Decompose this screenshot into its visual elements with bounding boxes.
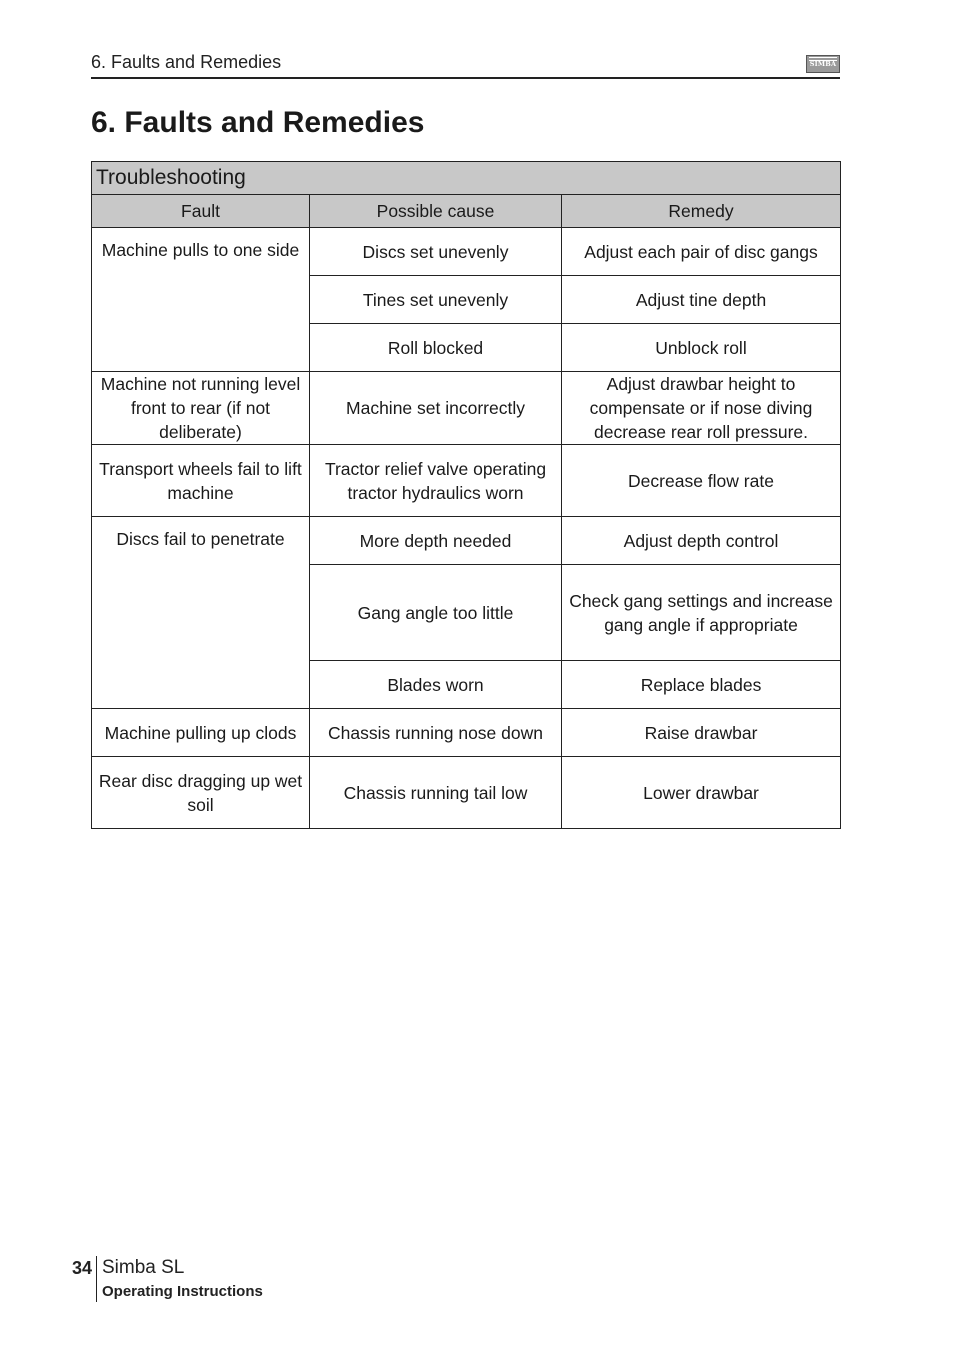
remedy-cell: Lower drawbar	[562, 757, 841, 829]
remedy-cell: Unblock roll	[562, 324, 841, 372]
cause-cell: Chassis running nose down	[310, 709, 562, 757]
document-type: Operating Instructions	[102, 1283, 263, 1300]
footer-divider	[96, 1256, 97, 1302]
remedy-cell: Decrease flow rate	[562, 445, 841, 517]
remedy-cell: Replace blades	[562, 661, 841, 709]
table-row	[92, 757, 841, 829]
cause-cell: Machine set incorrectly	[310, 372, 562, 445]
cause-cell: Gang angle too little	[310, 565, 562, 661]
simba-logo	[806, 55, 840, 73]
fault-cell: Machine not running level front to rear (if not deliberate)	[92, 372, 310, 445]
fault-cell: Discs fail to penetrate	[92, 517, 310, 709]
page-number: 34	[71, 1258, 92, 1278]
remedy-cell: Adjust drawbar height to compensate or if nose diving decrease rear roll pressure.	[562, 372, 841, 445]
fault-cell: Transport wheels fail to lift machine	[92, 445, 310, 517]
cause-cell: Discs set unevenly	[310, 228, 562, 276]
fault-cell: Rear disc dragging up wet soil	[92, 757, 310, 829]
cause-cell: Tines set unevenly	[310, 276, 562, 324]
table-row	[92, 709, 841, 757]
table-caption: Troubleshooting	[92, 162, 841, 195]
remedy-cell: Adjust each pair of disc gangs	[562, 228, 841, 276]
header-possible-cause: Possible cause	[310, 195, 562, 228]
cause-cell: More depth needed	[310, 517, 562, 565]
troubleshooting-table	[91, 161, 841, 829]
page-title: 6. Faults and Remedies	[91, 106, 425, 139]
cause-cell: Tractor relief valve operating tractor hydraulics worn	[310, 445, 562, 517]
remedy-cell: Adjust tine depth	[562, 276, 841, 324]
remedy-cell: Raise drawbar	[562, 709, 841, 757]
remedy-cell: Adjust depth control	[562, 517, 841, 565]
header-fault: Fault	[92, 195, 310, 228]
table-row	[92, 517, 841, 565]
logo-text: SIMBA	[809, 60, 837, 68]
table-row	[92, 445, 841, 517]
cause-cell: Chassis running tail low	[310, 757, 562, 829]
cause-cell: Roll blocked	[310, 324, 562, 372]
running-header-title: 6. Faults and Remedies	[91, 52, 282, 72]
fault-cell: Machine pulling up clods	[92, 709, 310, 757]
remedy-cell: Check gang settings and increase gang angle if appropriate	[562, 565, 841, 661]
table-row	[92, 228, 841, 276]
running-header	[91, 50, 840, 79]
fault-cell: Machine pulls to one side	[92, 228, 310, 372]
header-remedy: Remedy	[562, 195, 841, 228]
cause-cell: Blades worn	[310, 661, 562, 709]
product-name: Simba SL	[102, 1257, 185, 1278]
table-row	[92, 372, 841, 445]
